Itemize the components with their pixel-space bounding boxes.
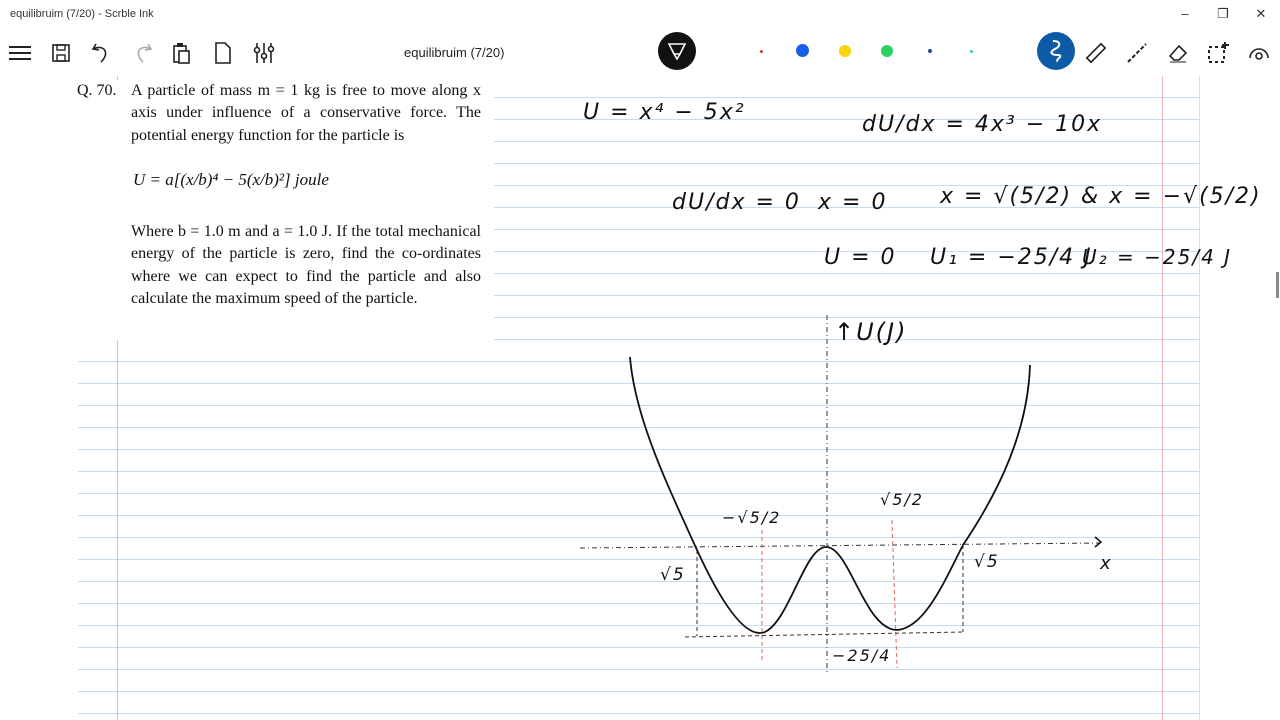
close-button[interactable]: ✕: [1255, 6, 1267, 21]
label-min: −25/4: [832, 646, 892, 665]
hw-eq4: x = 0: [818, 190, 888, 215]
hw-eq7: U₁ = −25/4 J: [930, 245, 1093, 270]
label-neg-root52: −√5/2: [722, 508, 782, 527]
x-axis: [580, 543, 1100, 548]
potential-formula: U = a[(x/b)⁴ − 5(x/b)²] joule: [133, 169, 329, 189]
hw-eq6: U = 0: [824, 245, 897, 270]
question-text-2: Where b = 1.0 m and a = 1.0 J. If the total mechanical energy of the particle is zero, find the co-ordinates where we can expect to find the particle and also calculate the maximum speed of the particle.: [131, 223, 481, 307]
hw-eq1: U = x⁴ − 5x²: [583, 100, 746, 125]
question-number: Q. 70.: [77, 82, 117, 99]
label-root52: √5/2: [880, 490, 924, 509]
label-neg-root5: √5: [660, 565, 686, 585]
question-text: A particle of mass m = 1 kg is free to move along x axis under influence of a conservative force. The potential energy function for the particle is: [131, 82, 481, 144]
label-x-axis: x: [1100, 553, 1113, 574]
x-axis-arrow: [1095, 537, 1101, 547]
scrollbar[interactable]: [1276, 272, 1279, 298]
document-title: equilibruim (7/20): [404, 45, 505, 60]
window-title: equilibruim (7/20) - Scrble Ink: [10, 8, 154, 20]
potential-curve: [630, 357, 1030, 633]
hw-eq5: x = √(5/2) & x = −√(5/2): [940, 184, 1262, 209]
label-root5: √5: [974, 552, 1000, 572]
minimize-button[interactable]: –: [1181, 6, 1189, 21]
guide-min: [685, 632, 963, 637]
guide-root52: [892, 520, 897, 668]
hw-eq8: U₂ = −25/4 J: [1082, 245, 1233, 269]
hw-eq3: dU/dx = 0: [672, 190, 801, 215]
hw-eq2: dU/dx = 4x³ − 10x: [862, 112, 1103, 137]
restore-button[interactable]: ❐: [1217, 6, 1229, 21]
label-y-axis: ↑U(J): [834, 318, 908, 346]
